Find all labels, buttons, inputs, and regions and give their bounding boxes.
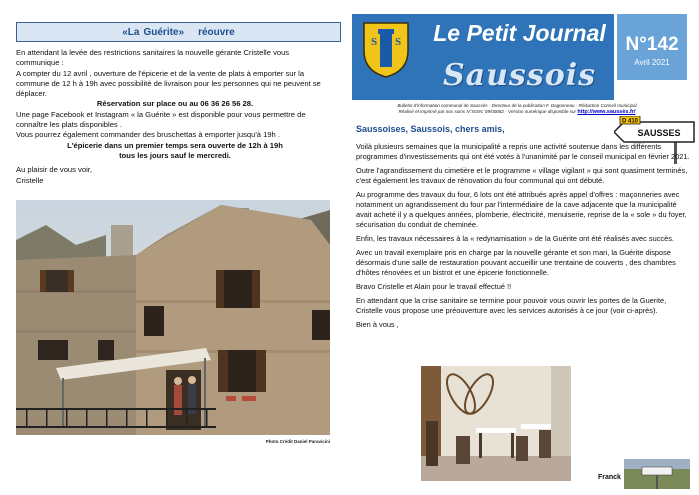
title-part-3: réouvre — [198, 26, 235, 38]
svg-text:S: S — [371, 36, 378, 48]
photo-credit: Photo Crédit Daniel Paravicini — [265, 439, 330, 444]
bulletin-info — [352, 103, 682, 115]
epicerie-line-2: tous les jours sauf le mercredi. — [119, 150, 231, 160]
editorial-body — [356, 142, 690, 334]
paragraph: En attendant que la crise sanitaire se termine pour pouvoir vous ouvrir les portes de la Guerite, Cristelle vous propose une préouverture avec les services autorisés à ce jour (voir ci-après). — [356, 296, 667, 315]
svg-text:S: S — [395, 36, 402, 48]
village-sign-photo — [624, 459, 690, 489]
left-article-body — [16, 48, 334, 186]
dining-room-photo — [421, 366, 571, 481]
intro-line: En attendant la levée des restrictions sanitaires la nouvelle gérante Cristelle vous communique : — [16, 48, 290, 68]
paragraph: Au programme des travaux du four, 6 lots ont été attribués après appel d'offres : maçonneries avec notamment un agrandissement du four par l'intermédiaire de la cave adjacente que la municipalité avait acheté il y a quelques années, plomberie, électricité, menuiserie, reprise de la « sole » du foyer, sécurisation du conduit de cheminée. — [356, 190, 687, 229]
facebook-line: Une page Facebook et Instagram « la Guérite » est disponible pour vous permettre de connaître les plats disponibles . — [16, 109, 306, 130]
paragraph: Bravo Cristelle et Alain pour le travail effectué !! — [356, 282, 512, 291]
author-name: Franck — [598, 474, 621, 481]
opening-line: A compter du 12 avril , ouverture de l'épicerie et de la vente de plats à emporter sur la commune de 12 h à 19h avec possibilité de livraison pour les personnes qui ne peuvent se déplacer. — [16, 68, 321, 99]
issue-box — [617, 14, 687, 80]
saussès-crest-icon — [362, 21, 410, 79]
paragraph: Voilà plusieurs semaines que la municipalité a repris une activité soutenue dans les différents programmes d'investissements qui ont été votés à l'unanimité par le conseil municipal en février 2021. — [356, 142, 690, 161]
bruschettas-line: Vous pourrez également commander des bruschettas à emporter jusqu'à 19h . — [16, 130, 281, 140]
paragraph: Outre l'agrandissement du cimetière et le programme « village vigilant » qui sont quasiment terminés, c'est également les travaux de rénovation du four communal qui ont débuté. — [356, 166, 688, 185]
title-part-2: Guérite» — [143, 26, 185, 38]
journal-subtitle: Saussois — [443, 58, 596, 93]
bulletin-line-1: Bulletin d'information communal de Saussès - Directeur de la publication F. Dagonneau - Rédaction Conseil municipal — [397, 103, 637, 108]
signature-line: Cristelle — [16, 175, 44, 185]
greeting: Saussoises, Saussois, chers amis, — [356, 124, 505, 134]
paragraph: Bien à vous , — [356, 320, 399, 329]
bulletin-line-2: Réalisé et imprimé par nos soins N°ISSN: 09/00082 - Version numérique disponible sur — [398, 109, 577, 114]
sign-road: D 410 — [621, 118, 639, 125]
plaisir-line: Au plaisir de vous voir, — [16, 165, 92, 175]
issue-number: N°142 — [625, 34, 679, 55]
guerite-building-photo — [16, 200, 330, 435]
epicerie-line-1: L'épicerie dans un premier temps sera ouverte de 12h à 19h — [67, 140, 283, 150]
sign-town: SAUSSES — [637, 128, 681, 138]
reservation-line: Réservation sur place ou au 06 36 26 56 28. — [96, 99, 254, 109]
paragraph: Avec un travail exemplaire pris en charge par la nouvelle gérante et son mari, la Guérite dispose désormais d'une salle de restauration pouvant accueillir une trentaine de couverts , des chambres d'hôtes rénovées et un bistrot et une épicerie fonctionnelle. — [356, 248, 676, 277]
issue-date: Avril 2021 — [634, 58, 670, 67]
paragraph: Enfin, les travaux nécessaires à la « redynamisation » de la Guérite ont été réalisés avec succès. — [356, 234, 674, 243]
website-link[interactable]: http://www.saussès.fr/ — [577, 109, 636, 115]
article-title-box — [16, 22, 341, 42]
title-part-1: «La — [122, 26, 140, 38]
journal-title: Le Petit Journal — [433, 20, 606, 46]
